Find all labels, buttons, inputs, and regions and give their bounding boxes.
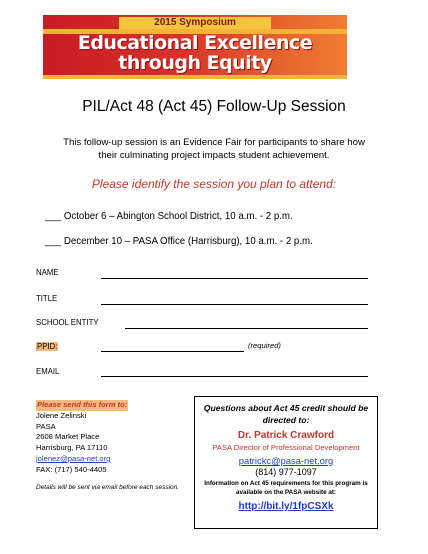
contact-name: Dr. Patrick Crawford <box>237 430 335 441</box>
send-to-email-link[interactable]: jolenez@pasa-net.org <box>36 453 111 463</box>
school-entity-field[interactable] <box>125 328 368 329</box>
banner-line-2: through Equity <box>118 52 272 74</box>
act45-contact-box <box>194 396 378 529</box>
title-label: TITLE <box>36 294 58 303</box>
contact-phone: (814) 977-1097 <box>255 467 317 477</box>
send-to-name: Jolene Zelinski <box>36 410 87 420</box>
name-field[interactable] <box>101 278 368 279</box>
ppid-required-note: (required) <box>248 341 281 350</box>
banner-tagline: 2015 Symposium <box>119 17 271 29</box>
banner-stripe-bottom <box>43 75 347 79</box>
page-title: PIL/Act 48 (Act 45) Follow-Up Session <box>82 98 346 115</box>
send-to-city: Harrisburg, PA 17110 <box>36 443 108 453</box>
ppid-field[interactable] <box>101 351 244 352</box>
session-option-december[interactable]: ___ December 10 – PASA Office (Harrisburg), 10 a.m. - 2 p.m. <box>45 236 313 247</box>
ppid-label <box>36 342 58 351</box>
send-to-fax: FAX: (717) 540-4405 <box>36 464 107 474</box>
title-field[interactable] <box>101 304 368 305</box>
email-field[interactable] <box>101 376 368 377</box>
session-option-october[interactable]: ___ October 6 – Abington School District, 10 a.m. - 2 p.m. <box>45 211 293 222</box>
intro-text: This follow-up session is an Evidence Fair for participants to share how their culminating project impacts student achievement. <box>63 137 365 161</box>
contact-question: Questions about Act 45 credit should be directed to: <box>203 403 369 425</box>
contact-email-link[interactable]: patrickc@pasa-net.org <box>238 455 334 466</box>
website-link[interactable]: http://bit.ly/1fpCSXk <box>238 501 334 512</box>
contact-role: PASA Director of Professional Development <box>212 443 360 452</box>
email-label: EMAIL <box>36 367 60 376</box>
symposium-banner <box>43 15 347 79</box>
details-note: Details will be sent via email before each session. <box>36 483 180 491</box>
send-to-org: PASA <box>36 421 56 431</box>
name-label: NAME <box>36 268 59 277</box>
banner-line-1: Educational Excellence <box>77 32 313 54</box>
school-entity-label: SCHOOL ENTITY <box>36 318 99 327</box>
send-form-heading: Please send this form to: <box>37 400 128 409</box>
contact-info: Information on Act 45 requirements for this program is available on the PASA website at: <box>204 480 368 496</box>
send-form-block <box>36 400 186 492</box>
send-to-street: 2608 Market Place <box>36 432 100 442</box>
session-prompt: Please identify the session you plan to attend: <box>91 177 337 191</box>
ppid-label-text: PPID: <box>37 342 58 351</box>
